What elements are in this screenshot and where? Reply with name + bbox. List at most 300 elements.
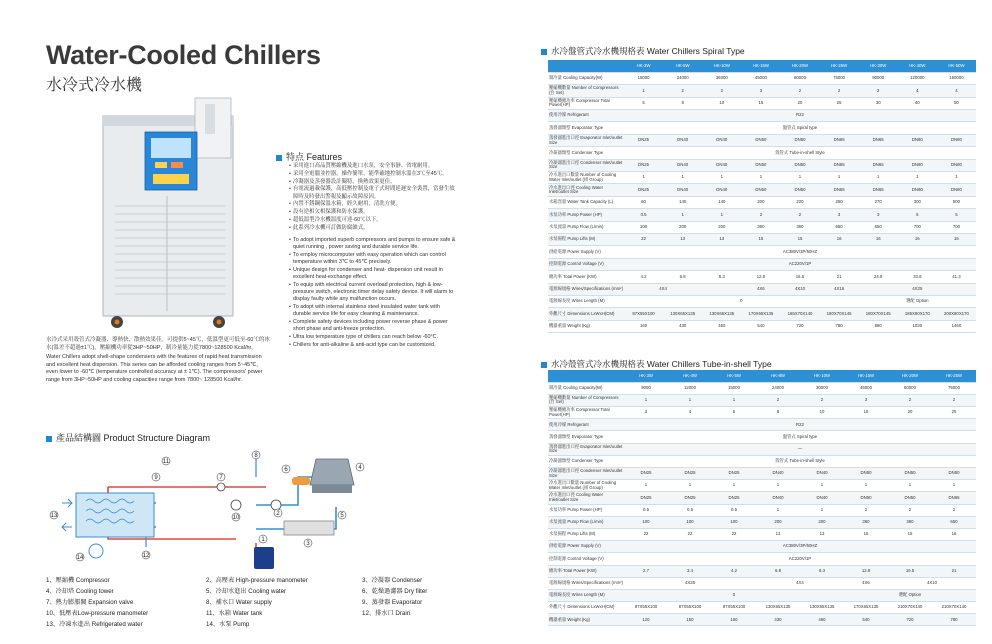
row-label: 電源線長度 Wires Length (M) [548,295,624,307]
table-cell: 12.8 [741,271,780,283]
table-cell: 25 [932,407,976,419]
legend-item: 11、水箱 Water tank [206,610,263,617]
table-cell: DN25 [624,184,663,196]
table-cell: 22 [624,233,663,245]
table-cell: 40 [898,97,937,109]
table-cell: 21 [932,565,976,577]
row-label: 水箱容量 Water Tank Capacity (L) [548,196,624,208]
table-cell: 2.7 [624,565,668,577]
row-label: 蒸發器進出口徑 Evaporator Inlet/outlet Size [548,134,624,146]
table-cell-merged: 4X25 [624,577,756,589]
expansion-valve [217,483,225,491]
table-row [548,431,976,443]
callout-11 [162,457,170,465]
legend-item: 4、冷却塔 Cooling tower [46,588,114,595]
table-cell: 2 [780,209,819,221]
table-cell: 24.8 [859,271,898,283]
row-label: 機器重量 Weight (Kg) [548,320,624,332]
row-label: 機器重量 Weight (Kg) [548,614,624,626]
square-bullet-icon [46,436,52,442]
table-cell: 650 [859,221,898,233]
table-cell: DN25 [712,492,756,504]
table-cell: 700 [937,221,976,233]
table-cell: 16 [937,233,976,245]
model-header-cell: HK-40W [898,60,937,72]
feature-item: • 內置不銹鋼保溫水箱，經久耐用，清洗方便。 [289,201,457,208]
table-cell-merged: 4X4 [756,577,844,589]
table-cell: 24000 [756,382,800,394]
table-cell: 1 [702,209,741,221]
table-cell: 1 [756,504,800,516]
table-row [548,614,976,626]
model-header-cell: HK-50W [937,60,976,72]
table-cell-merged: 0 [624,589,844,601]
table-cell-merged: 選配 Option [844,589,976,601]
table-cell: DN50 [780,159,819,171]
row-label: 水泵流量 Pump Flow (L/min) [548,221,624,233]
table-cell: 15 [780,233,819,245]
product-structure-diagram [46,447,372,573]
table-cell: 2 [663,85,702,97]
svg-text:3: 3 [306,541,310,547]
callout-8 [252,451,260,459]
intro-en: Water Chillers adopt shell-shape condensers with the features of rapid heat transmission and excellent heat dispersion. This series can be afforded cooling ranges from 5~45℃, even lower to -60℃ (temperature controlled accuracy at ± 1℃). The compressors' power range from 3HP~50HP and cooling capacities range from 7800~ 128500 Kcal/hr. [46,354,263,383]
legend-item: 10、低壓表Low-pressure manometer [46,610,149,617]
table-cell: 20 [780,97,819,109]
table-cell: 22 [668,528,712,540]
table-cell: 100 [624,221,663,233]
table-cell: 1 [800,480,844,492]
table-cell: 1 [624,480,668,492]
table-cell: 100 [668,516,712,528]
feature-item: • Ultra low temperature type of chillers can reach below -60°C. [289,334,457,341]
table-cell: 160 [712,614,756,626]
features-list [289,163,457,350]
table-cell: 250 [820,196,859,208]
table-cell: 650 [932,516,976,528]
table-cell: 2 [859,85,898,97]
table-row [548,271,976,283]
table-cell: 87X55X100 [668,602,712,614]
model-header-cell: HK-25W [820,60,859,72]
table-cell: DN40 [800,492,844,504]
table-cell: 75000 [820,72,859,84]
row-label: 電源線長度 Wires Length (M) [548,589,624,601]
table-row [548,221,976,233]
svg-text:14: 14 [76,555,84,561]
table-row [548,602,976,614]
row-label: 水泵揚程 Pump Lifts (M) [548,528,624,540]
table-row [548,455,976,467]
table-cell: 1 [624,85,663,97]
table-cell-merged: 4X10 [780,283,819,295]
table-header-row [548,370,976,382]
table-cell-merged: 4X4 [624,283,702,295]
table-cell: DN80 [937,134,976,146]
table-cell-merged: R22 [624,419,976,431]
svg-text:1: 1 [261,537,265,543]
table-cell: 2 [741,209,780,221]
table-row [548,320,976,332]
table-cell: DN50 [844,468,888,480]
table-cell: 8.3 [702,271,741,283]
table-cell: 60000 [780,72,819,84]
table-cell: 200 [741,196,780,208]
svg-text:4: 4 [358,465,362,471]
table-cell: 15 [844,528,888,540]
table-cell: 3.4 [668,565,712,577]
legend-item: 12、排水口 Drain [362,610,411,617]
callout-10 [232,513,240,521]
table-cell: 185X80X170 [898,308,937,320]
row-label: 壓縮機總功率 Compressor Total Power(HP) [548,97,624,109]
table-cell: 130X65X135 [702,308,741,320]
table-cell: 1030 [898,320,937,332]
callout-4 [356,463,364,471]
legend-item: 6、乾燥過濾器 Dry filter [362,588,428,595]
table-cell: 130X65X135 [800,602,844,614]
table-cell: 2 [820,85,859,97]
table-cell: 15 [741,97,780,109]
table-cell: 33.8 [898,271,937,283]
table-cell: 360 [741,221,780,233]
table-cell: 15000 [624,72,663,84]
table-cell: 50 [937,97,976,109]
table-cell: DN25 [624,134,663,146]
table-row [548,85,976,97]
table-cell: 4 [668,407,712,419]
table-cell: 140 [663,196,702,208]
tube-table-heading: 水冷殼管式冷水機規格表 Water Chillers Tube-in-shell Type [541,358,772,370]
row-label: 水泵功率 Pump Power (HP) [548,209,624,221]
table-cell: DN50 [888,492,932,504]
table-cell: DN50 [741,134,780,146]
table-cell: 22 [624,528,668,540]
table-row [548,172,976,184]
table-cell-merged: AC220V/1P [624,258,976,270]
table-cell: 5 [624,97,663,109]
table-cell: 120 [624,614,668,626]
table-cell: 180X70X145 [820,308,859,320]
table-cell: 270 [859,196,898,208]
table-cell: 150000 [937,72,976,84]
compressor [254,547,274,569]
table-cell: 8 [756,407,800,419]
low-pressure-manometer [231,500,241,510]
table-cell-merged [702,283,741,295]
table-row [548,492,976,504]
svg-text:5: 5 [340,513,344,519]
table-cell: 2 [888,504,932,516]
table-cell: 2 [756,394,800,406]
model-header-cell: HK-20W [780,60,819,72]
table-cell: 25 [820,97,859,109]
table-cell: 16.5 [780,271,819,283]
table-cell: DN50 [888,468,932,480]
svg-text:11: 11 [162,459,170,465]
table-cell: 45000 [741,72,780,84]
table-cell: DN65 [859,159,898,171]
table-cell: 3 [859,209,898,221]
row-label: 控制電源 Control Voltage (V) [548,553,624,565]
high-pressure-manometer [271,500,281,510]
table-cell: 1 [780,172,819,184]
table-cell: DN40 [756,468,800,480]
table-cell: 130X65X135 [663,308,702,320]
table-cell: DN65 [820,159,859,171]
table-cell: DN25 [624,159,663,171]
model-header-cell: HK-15W [741,60,780,72]
table-row [548,443,976,455]
row-label: 冷凝器進出口徑 Condenser Inlet/outlet Size [548,468,624,480]
table-cell: 430 [756,614,800,626]
diagram-heading: 產品結構圖 Product Structure Diagram [46,431,210,444]
table-cell: 60000 [888,382,932,394]
row-label: 使用冷媒 Refrigerant [548,110,624,122]
model-header-cell [548,60,624,72]
dry-filter [292,477,310,485]
spiral-table-heading: 水冷盤管式冷水機規格表 Water Chillers Spiral Type [541,45,745,57]
table-cell: 10 [800,407,844,419]
table-cell-merged: 0 [624,295,859,307]
table-row [548,184,976,196]
features-heading: 特点 Features [276,150,342,163]
table-row [548,382,976,394]
table-cell-merged: 4X10 [888,577,976,589]
table-cell: 1 [741,172,780,184]
table-cell: 12000 [668,382,712,394]
legend-item: 13、冷凍水進出 Refrigerated water [46,621,143,628]
table-cell: 10 [702,97,741,109]
table-cell: DN50 [741,184,780,196]
table-cell: 16 [820,233,859,245]
table-cell: 3 [624,407,668,419]
table-cell: 6.8 [663,271,702,283]
row-label: 供給電源 Power Supply (V) [548,246,624,258]
table-cell-merged: 盤管式 Spiral type [624,122,976,134]
feature-item: • 采用全電腦並控器，操作簡單，能準確地控制水溫在3℃至45℃。 [289,171,457,178]
table-cell: 1 [859,172,898,184]
table-row [548,541,976,553]
table-cell: DN80 [898,184,937,196]
table-cell: 1 [668,480,712,492]
table-cell: 4.2 [712,565,756,577]
table-row [548,553,976,565]
table-cell: 0.5 [668,504,712,516]
row-label: 外觀尺寸 Dimensions LxWxH(CM) [548,308,624,320]
table-cell: DN40 [702,134,741,146]
table-cell: 20 [888,407,932,419]
table-cell: 15 [741,233,780,245]
table-cell: 22 [712,528,756,540]
table-cell: 75000 [932,382,976,394]
svg-text:12: 12 [142,553,150,559]
table-cell: DN40 [702,159,741,171]
table-cell: 1 [624,394,668,406]
table-cell: 3 [741,85,780,97]
table-cell: DN40 [663,184,702,196]
table-cell: DN40 [756,492,800,504]
table-cell: 15 [844,407,888,419]
table-cell: 200 [663,221,702,233]
table-cell: 1 [756,480,800,492]
table-row [548,468,976,480]
table-cell: DN80 [937,159,976,171]
model-header-cell: HK-10W [702,60,741,72]
table-cell: 13 [756,528,800,540]
legend-item: 9、蒸發器 Evaporator [362,599,423,606]
table-row [548,577,976,589]
table-cell: 120000 [898,72,937,84]
legend-item: 7、熱力膨脹閥 Expansion valve [46,599,134,606]
table-cell: 210X70X140 [888,602,932,614]
table-header-row [548,60,976,72]
row-label: 使用冷媒 Refrigerant [548,419,624,431]
page-title: Water-Cooled Chillers [46,40,321,70]
table-cell: DN65 [859,134,898,146]
table-row [548,196,976,208]
model-header-cell: HK-25W [932,370,976,382]
table-row [548,283,976,295]
table-cell: 1 [663,209,702,221]
row-label: 供給電源 Power Supply (V) [548,541,624,553]
table-cell: 210X70X140 [932,602,976,614]
table-cell: 500 [937,196,976,208]
table-cell: 0.5 [712,504,756,516]
table-cell: 1 [937,172,976,184]
callout-1 [259,535,267,543]
table-cell-merged: 4X16 [820,283,859,295]
table-cell: DN25 [624,468,668,480]
table-cell: 170X65X135 [741,308,780,320]
legend-item: 14、水泵 Pump [206,621,250,628]
table-cell: 0.5 [624,209,663,221]
table-cell: DN25 [668,468,712,480]
table-cell-merged: AC220V/1P [624,553,976,565]
table-cell: 87X55X100 [624,602,668,614]
model-header-cell: HK-5W [712,370,756,382]
table-cell: DN50 [780,134,819,146]
table-row [548,134,976,146]
table-cell: 170X65X135 [844,602,888,614]
row-label: 制冷量 Cooling Capacity(W) [548,72,624,84]
table-cell: 540 [741,320,780,332]
table-cell: 100 [624,516,668,528]
table-cell: 200 [800,516,844,528]
table-cell: 3 [820,209,859,221]
table-cell: 87X55X100 [624,308,663,320]
row-label: 控制電源 Control Voltage (V) [548,258,624,270]
tube-spec-table [548,370,976,626]
row-label: 冷水進出口數量 Number of Cooling Water Inlet/outlet (組 Group) [548,172,624,184]
feature-item: • 冷凝器及蒸發器設計獨特，換熱效果更佳。 [289,179,457,186]
table-cell: DN25 [668,492,712,504]
table-cell-merged: 4X25 [859,283,976,295]
table-row [548,233,976,245]
refrigerated-water-in [62,499,72,507]
model-header-cell: HK-10W [800,370,844,382]
table-cell: 1 [712,480,756,492]
model-header-cell: HK-15W [844,370,888,382]
table-row [548,480,976,492]
table-cell: 60 [624,196,663,208]
table-cell: 1 [624,172,663,184]
table-cell: 8.3 [800,565,844,577]
svg-text:8: 8 [254,453,258,459]
pump [89,544,103,558]
table-cell: 21 [820,271,859,283]
table-cell: DN25 [624,492,668,504]
table-row [548,246,976,258]
callout-2 [274,509,282,517]
callout-12 [142,551,150,559]
table-cell: 130X65X135 [756,602,800,614]
table-cell: 1 [668,394,712,406]
table-cell-merged: 殼管式 Tube-in-shell Style [624,455,976,467]
table-cell: 45000 [844,382,888,394]
table-cell: 30000 [800,382,844,394]
feature-item: • To adopt with internal stainless steel insulated water tank with durable service life for easy cleaning & maintenance. [289,304,457,318]
svg-text:2: 2 [276,511,280,517]
table-cell: 16.5 [888,565,932,577]
table-cell: 360 [888,516,932,528]
table-cell: 1 [844,480,888,492]
table-row [548,295,976,307]
row-label: 總功率 Total Power (KW) [548,565,624,577]
table-row [548,209,976,221]
table-cell: 2 [780,85,819,97]
table-cell: DN40 [800,468,844,480]
table-cell: 41.3 [937,271,976,283]
callout-5 [338,511,346,519]
table-cell: 4 [898,85,937,97]
refrigerated-water-out [62,523,72,531]
model-header-cell: HK-3W [624,370,668,382]
row-label: 蒸發器類型 Evaporator Type [548,431,624,443]
table-cell: 2 [888,394,932,406]
row-label: 蒸發器類型 Evaporator Type [548,122,624,134]
row-label: 水泵揚程 Pump Lifts (M) [548,233,624,245]
svg-text:7: 7 [219,475,223,481]
table-cell: 650 [820,221,859,233]
table-cell: 16 [859,233,898,245]
table-cell: 780 [820,320,859,332]
table-cell-merged: 選配 Option [859,295,976,307]
row-label: 電源線規格 Wires/Specifications (mm²) [548,577,624,589]
table-row [548,308,976,320]
table-cell: 0.5 [624,504,668,516]
table-cell: DN80 [898,134,937,146]
model-header-cell [548,370,624,382]
table-cell-merged: 4X6 [844,577,888,589]
table-row [548,589,976,601]
table-cell: 460 [800,614,844,626]
square-bullet-icon [276,155,282,161]
table-cell: 2 [932,504,976,516]
table-cell: 720 [888,614,932,626]
table-cell-merged: 殼管式 Tube-in-shell Style [624,147,976,159]
table-cell-merged: AC380V/3P/50HZ [624,246,976,258]
row-label: 冷水進出口徑 Cooling Water Inlet/outlet Size [548,184,624,196]
table-row [548,565,976,577]
table-cell: 36000 [702,72,741,84]
table-cell: DN40 [702,184,741,196]
table-cell: 1 [932,480,976,492]
model-header-cell: HK-8W [756,370,800,382]
table-cell: DN40 [663,159,702,171]
legend-item: 8、補水口 Water supply [206,599,272,606]
table-cell: 720 [780,320,819,332]
